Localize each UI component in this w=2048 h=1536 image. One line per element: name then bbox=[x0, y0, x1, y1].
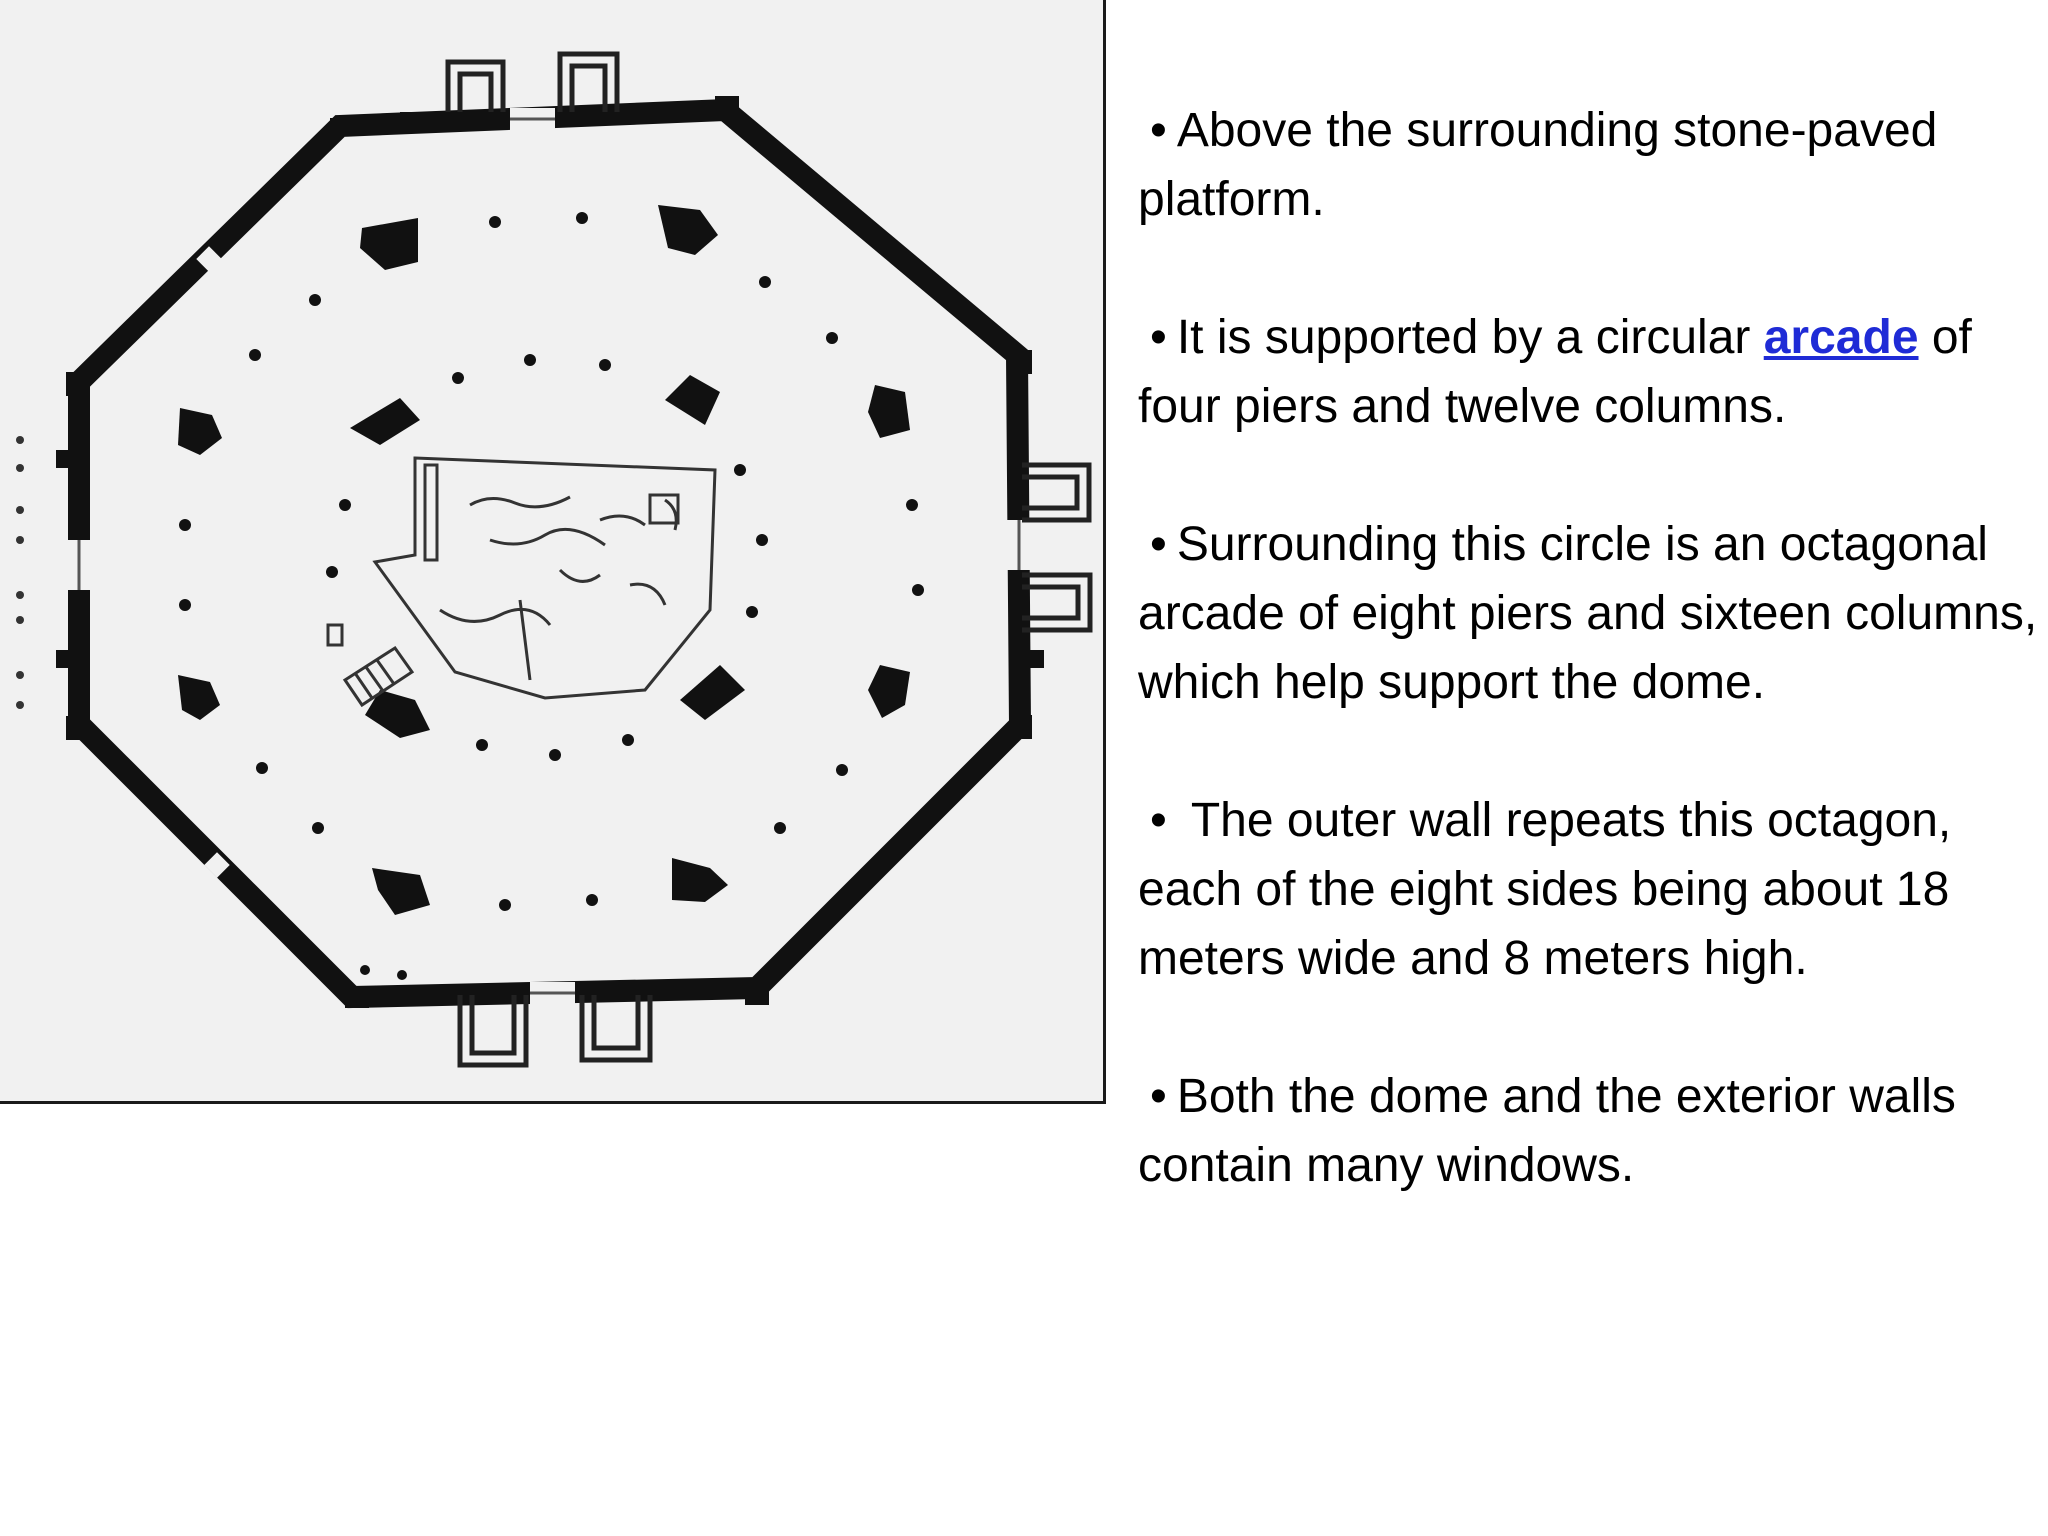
floor-plan-figure bbox=[0, 0, 1106, 1104]
bullet-symbol: • bbox=[1150, 794, 1167, 847]
bullet-symbol: • bbox=[1150, 311, 1167, 364]
bullet-text: Surrounding this circle is an octagonal arcade of eight piers and sixteen columns, which help support the dome. bbox=[1138, 518, 2038, 709]
bullet-item bbox=[1138, 303, 2038, 441]
columns bbox=[179, 212, 924, 980]
bullet-item bbox=[1138, 96, 2038, 234]
bullet-symbol: • bbox=[1150, 104, 1167, 157]
margin-dots bbox=[16, 436, 24, 709]
bullet-text-after: of four piers and twelve columns. bbox=[1138, 311, 1972, 433]
central-rock bbox=[328, 458, 715, 698]
wall-buttresses bbox=[56, 96, 1044, 1008]
bullet-text: Above the surrounding stone-paved platform. bbox=[1138, 104, 1938, 226]
arcade-link[interactable]: arcade bbox=[1763, 311, 1919, 364]
bullet-list bbox=[1138, 96, 2038, 1200]
bullet-symbol: • bbox=[1150, 518, 1167, 571]
bullet-text: Both the dome and the exterior walls contain many windows. bbox=[1138, 1070, 1956, 1192]
bullet-item bbox=[1138, 786, 2038, 993]
bullet-symbol: • bbox=[1150, 1070, 1167, 1123]
bullet-item bbox=[1138, 1062, 2038, 1200]
outer-piers bbox=[178, 205, 910, 915]
door-gap-bottom bbox=[530, 982, 575, 1008]
bullet-text-before: It is supported by a circular bbox=[1176, 311, 1764, 364]
octagon-floor-plan-drawing bbox=[0, 0, 1103, 1101]
door-gap-top bbox=[510, 108, 555, 134]
bullet-text: The outer wall repeats this octagon, each of the eight sides being about 18 meters wide and 8 meters high. bbox=[1138, 794, 1952, 985]
bullet-item bbox=[1138, 510, 2038, 717]
porch-frames bbox=[448, 54, 1090, 1065]
